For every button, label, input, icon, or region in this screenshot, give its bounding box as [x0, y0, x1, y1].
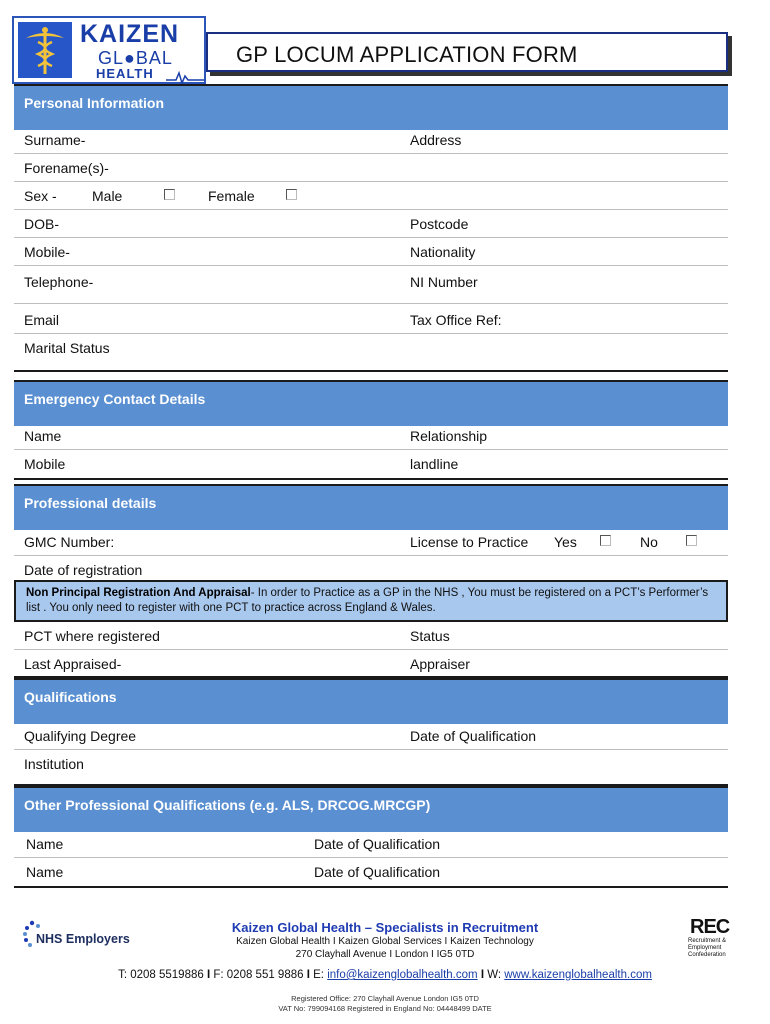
row-dob	[14, 210, 728, 238]
section-title: Qualifications	[24, 689, 117, 705]
footer-registered-office: Registered Office: 270 Clayhall Avenue London IG5 0TD	[291, 994, 479, 1003]
mobile-label: Mobile-	[24, 244, 70, 260]
rec-caption: Recruitment & Employment Confederation	[688, 938, 727, 958]
row-forenames	[14, 154, 728, 182]
date-qualification-label: Date of Qualification	[410, 728, 537, 744]
license-yes-label: Yes	[554, 534, 577, 550]
qualifying-degree-label: Qualifying Degree	[24, 728, 137, 744]
license-label: License to Practice	[410, 534, 529, 550]
caduceus-icon	[18, 22, 72, 78]
footer-companies: Kaizen Global Health I Kaizen Global Services I Kaizen Technology	[236, 936, 534, 947]
footer-web-link[interactable]: www.kaizenglobalhealth.com	[504, 969, 652, 981]
section-title: Other Professional Qualifications (e.g. ALS, DRCOG.MRCGP)	[24, 797, 431, 813]
footer-address: 270 Clayhall Avenue I London I IG5 0TD	[295, 949, 475, 960]
dob-label: DOB-	[24, 216, 59, 232]
brand-line-1: KAIZEN	[80, 20, 180, 48]
female-checkbox[interactable]	[286, 189, 297, 200]
section-professional-details	[14, 484, 728, 530]
footer-web-label: W:	[487, 969, 502, 981]
row-sex	[14, 182, 728, 210]
rec-mark: REC	[690, 916, 730, 938]
row-other-1	[14, 830, 728, 858]
registration-note	[14, 580, 728, 622]
section-emergency-contact	[14, 380, 728, 426]
form-title-box	[206, 32, 728, 72]
email-label: Email	[24, 312, 60, 328]
row-qualifying-degree	[14, 722, 728, 750]
male-label: Male	[92, 188, 123, 204]
relationship-label: Relationship	[410, 428, 488, 444]
row-surname	[14, 126, 728, 154]
license-no-checkbox[interactable]	[686, 535, 697, 546]
section-title: Professional details	[24, 495, 157, 511]
tax-office-label: Tax Office Ref:	[410, 312, 502, 328]
row-emergency-name	[14, 422, 728, 450]
last-appraised-label: Last Appraised-	[24, 656, 122, 672]
footer-fax: F: 0208 551 9886	[213, 969, 304, 981]
section-title: Personal Information	[24, 95, 165, 111]
female-label: Female	[208, 188, 255, 204]
row-telephone	[14, 266, 728, 304]
emergency-mobile-label: Mobile	[24, 456, 66, 472]
row-email	[14, 304, 728, 334]
status-label: Status	[410, 628, 450, 644]
license-no-label: No	[640, 534, 658, 550]
date-registration-label: Date of registration	[24, 562, 143, 578]
brand-line-3: HEALTH	[96, 66, 154, 81]
section-other-qualifications	[14, 786, 728, 832]
surname-label: Surname-	[24, 132, 86, 148]
pct-label: PCT where registered	[24, 628, 160, 644]
ecg-line-icon	[166, 70, 204, 84]
row-date-registration	[14, 556, 728, 580]
footer-contact-line: T: 0208 5519886 I F: 0208 551 9886 I E: info@kaizenglobalhealth.com I W: www.kaizenglobalhealth.com	[118, 969, 652, 981]
footer-phone: T: 0208 5519886	[118, 969, 204, 981]
row-other-2	[14, 858, 728, 888]
license-yes-checkbox[interactable]	[600, 535, 611, 546]
row-last-appraised	[14, 650, 728, 678]
footer-email-link[interactable]: info@kaizenglobalhealth.com	[327, 969, 478, 981]
institution-label: Institution	[24, 756, 84, 772]
brand-line-2: GL●BAL	[98, 48, 173, 68]
forenames-label: Forename(s)-	[24, 160, 109, 176]
male-checkbox[interactable]	[164, 189, 175, 200]
page-title: GP LOCUM APPLICATION FORM	[236, 42, 578, 67]
marital-status-label: Marital Status	[24, 340, 110, 356]
footer-email-label: E:	[313, 969, 324, 981]
row-pct	[14, 622, 728, 650]
other-date-label: Date of Qualification	[314, 836, 441, 852]
nhs-employers-text: NHS Employers	[36, 932, 130, 946]
other-name-label: Name	[26, 864, 64, 880]
telephone-label: Telephone-	[24, 274, 94, 290]
sex-label: Sex -	[24, 188, 57, 204]
emergency-name-label: Name	[24, 428, 62, 444]
row-mobile	[14, 238, 728, 266]
note-heading: Non Principal Registration And Appraisal	[26, 587, 251, 599]
section-qualifications	[14, 678, 728, 724]
appraiser-label: Appraiser	[410, 656, 470, 672]
kaizen-logo	[12, 16, 206, 84]
row-marital-status	[14, 334, 728, 372]
other-name-label: Name	[26, 836, 64, 852]
section-title: Emergency Contact Details	[24, 391, 206, 407]
section-personal-information	[14, 84, 728, 130]
note-text: - In order to Practice as a GP in the NHS , You must be registered on a PCT’s Performer’s list . You only need to register with one PCT to practice across England & Wales.	[26, 587, 709, 614]
nationality-label: Nationality	[410, 244, 476, 260]
row-institution	[14, 750, 728, 786]
other-date-label: Date of Qualification	[314, 864, 441, 880]
ni-number-label: NI Number	[410, 274, 478, 290]
address-label: Address	[410, 132, 462, 148]
footer-tagline: Kaizen Global Health – Specialists in Recruitment	[231, 920, 539, 935]
postcode-label: Postcode	[410, 216, 469, 232]
gmc-number-label: GMC Number:	[24, 534, 115, 550]
footer-vat: VAT No: 799094168 Registered in England No: 04448499 DATE	[278, 1004, 492, 1013]
landline-label: landline	[410, 456, 459, 472]
row-gmc	[14, 528, 728, 556]
row-emergency-mobile	[14, 450, 728, 480]
